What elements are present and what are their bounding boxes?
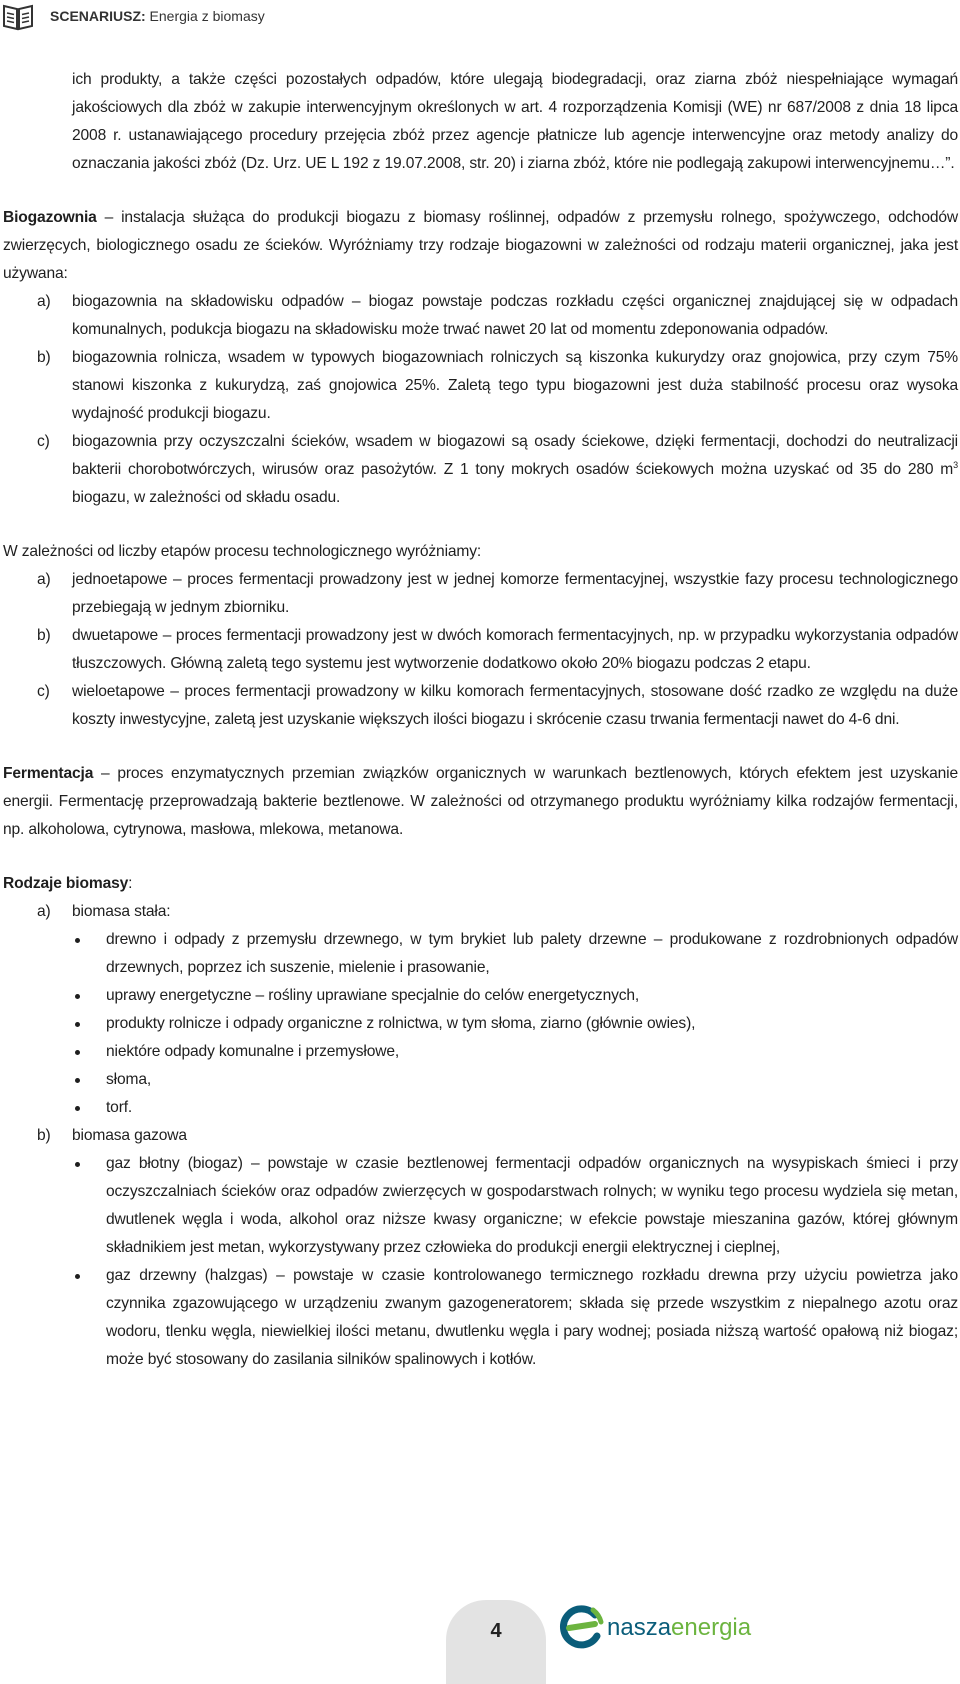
page-header bbox=[0, 0, 960, 34]
list-item-text: biogazownia rolnicza, wsadem w typowych biogazowniach rolniczych są kiszonka kukurydzy oraz gnojowica, przy czym 75% stanowi kiszonka z kukurydzą, zaś gnojowica 25%. Zaletą tego typu biogazowni jest duża stabilność procesu oraz wysoka wydajność produkcji biogazu. bbox=[72, 349, 958, 422]
rodzaje-colon: : bbox=[128, 875, 133, 892]
list-item bbox=[3, 428, 958, 512]
list-item bbox=[3, 622, 958, 678]
list-item-text: dwuetapowe – proces fermentacji prowadzony jest w dwóch komorach fermentacyjnych, np. w przypadku wykorzystania odpadów tłuszczowych. Główną zaletą tego systemu jest wytworzenie dodatkowo około 20% biogazu podczas 2 etapu. bbox=[72, 627, 958, 672]
list-item bbox=[3, 288, 958, 344]
bullet-text: drewno i odpady z przemysłu drzewnego, w tym brykiet lub palety drzewne – produkowane z rozdrobnionych odpadów drzewnych, poprzez ich suszenie, mielenie i prasowanie, bbox=[106, 931, 958, 976]
header-label-rest: Energia z biomasy bbox=[145, 8, 265, 24]
etapy-intro: W zależności od liczby etapów procesu technologicznego wyróżniamy: bbox=[3, 543, 482, 560]
bullet-text: uprawy energetyczne – rośliny uprawiane specjalnie do celów energetycznych, bbox=[106, 987, 640, 1004]
bullet-icon bbox=[75, 1274, 80, 1279]
bullet-item bbox=[3, 1066, 958, 1094]
bullet-icon bbox=[75, 938, 80, 943]
list-marker: a) bbox=[37, 293, 51, 310]
list-item bbox=[3, 898, 958, 926]
list-item-text: biogazownia na składowisku odpadów – biogaz powstaje podczas rozkładu części organicznej znajdującej się w odpadach komunalnych, podukcja biogazu na składowisku może trwać nawet 20 lat od momentu zdeponowania odpadów. bbox=[72, 293, 958, 338]
bullet-item bbox=[3, 1010, 958, 1038]
bullet-text: gaz drzewny (halzgas) – powstaje w czasie kontrolowanego termicznego rozkładu drewna przy użyciu powietrza jako czynnika zgazowującego w urządzeniu zwanym gazogeneratorem; składa się przede wszystkim z niepalnego azotu oraz wodoru, tlenku węgla, niewielkiej ilości metanu, dwutlenku węgla i pary wodnej; posiada niższą wartość opałową niż biogaz; może być stosowany do zasilania silników spalinowych i kotłów. bbox=[106, 1267, 958, 1368]
biogazownia-text: – instalacja służąca do produkcji biogazu z biomasy roślinnej, odpadów z przemysłu rolnego, spożywczego, odchodów zwierzęcych, biologicznego osadu ze ścieków. Wyróżniamy trzy rodzaje biogazowni w zależności od rodzaju materii organicznej, jaka jest używana: bbox=[3, 209, 958, 282]
intro-paragraph: ich produkty, a także części pozostałych odpadów, które ulegają biodegradacji, oraz ziarna zbóż niespełniające wymagań jakościowych dla zbóż w zakupie interwencyjnym określonych w art. 4 rozporządzenia Komisji (WE) nr 687/2008 z dnia 18 lipca 2008 r. ustanawiającego procedury przejęcia zbóż przez agencje płatnicze lub agencje interwencyjne oraz metody analizy do oznaczania jakości zbóż (Dz. Urz. UE L 192 z 19.07.2008, str. 20) i ziarna zbóż, które nie podlegają zakupowi interwencyjnemu…”. bbox=[72, 71, 958, 172]
fermentacja-term: Fermentacja bbox=[3, 765, 94, 782]
logo-e-icon bbox=[555, 1602, 605, 1652]
list-item bbox=[3, 1122, 958, 1150]
bullet-text: produkty rolnicze i odpady organiczne z rolnictwa, w tym słoma, ziarno (głównie owies), bbox=[106, 1015, 696, 1032]
bullet-text: gaz błotny (biogaz) – powstaje w czasie beztlenowej fermentacji odpadów organicznych na wysypiskach śmieci i przy oczyszczalniach ścieków oraz odpadów zwierzęcych w gospodarstwach rolnych; w wyniku tego procesu wydziela się metan, dwutlenek węgla i woda, alkohol oraz niższe kwasy organiczne; w efekcie powstaje mieszanina gazów, której głównym składnikiem jest metan, wykorzystywany przez człowieka do produkcji energii elektrycznej i cieplnej, bbox=[106, 1155, 958, 1256]
fermentacja-text: – proces enzymatycznych przemian związków organicznych w warunkach beztlenowych, których efektem jest uzyskanie energii. Fermentację przeprowadzają bakterie beztlenowe. W zależności od otrzymanego produktu wyróżniamy kilka rodzajów fermentacji, np. alkoholowa, cytrynowa, masłowa, mlekowa, metanowa. bbox=[3, 765, 958, 838]
bullet-item bbox=[3, 1262, 958, 1374]
header-label-bold: SCENARIUSZ: bbox=[50, 8, 146, 24]
bullet-item bbox=[3, 1150, 958, 1262]
superscript-3: 3 bbox=[953, 459, 958, 470]
bullet-icon bbox=[75, 994, 80, 999]
bullet-text: torf. bbox=[106, 1099, 133, 1116]
list-marker: a) bbox=[37, 571, 51, 588]
biogazownia-definition bbox=[3, 204, 958, 288]
list-item bbox=[3, 344, 958, 428]
list-marker: b) bbox=[37, 349, 51, 366]
list-item-text: biogazownia przy oczyszczalni ścieków, wsadem w biogazowi są osady ściekowe, dzięki fermentacji, dochodzi do neutralizacji bakterii chorobotwórczych, wirusów oraz pasożytów. Z 1 tony mokrych osadów ściekowych można uzyskać od 35 do 280 m bbox=[72, 433, 958, 478]
logo-part2: energia bbox=[671, 1614, 752, 1641]
list-item-text: biomasa stała: bbox=[72, 903, 171, 920]
list-item-text-end: biogazu, w zależności od składu osadu. bbox=[72, 489, 341, 506]
list-marker: c) bbox=[37, 433, 50, 450]
biogazownia-term: Biogazownia bbox=[3, 209, 97, 226]
bullet-icon bbox=[75, 1162, 80, 1167]
rodzaje-heading bbox=[3, 870, 958, 898]
logo-wordmark bbox=[607, 1614, 751, 1642]
bullet-icon bbox=[75, 1078, 80, 1083]
bullet-text: niektóre odpady komunalne i przemysłowe, bbox=[106, 1043, 400, 1060]
bullet-item bbox=[3, 1094, 958, 1122]
list-marker: b) bbox=[37, 1127, 51, 1144]
logo-part1: nasza bbox=[607, 1614, 672, 1641]
bullet-text: słoma, bbox=[106, 1071, 152, 1088]
bullet-icon bbox=[75, 1050, 80, 1055]
fermentacja-definition bbox=[3, 760, 958, 844]
rodzaje-term: Rodzaje biomasy bbox=[3, 875, 129, 892]
bullet-item bbox=[3, 926, 958, 982]
list-marker: c) bbox=[37, 683, 50, 700]
bullet-item bbox=[3, 982, 958, 1010]
header-title bbox=[50, 8, 265, 24]
list-item-text: biomasa gazowa bbox=[72, 1127, 187, 1144]
bullet-icon bbox=[75, 1022, 80, 1027]
book-icon bbox=[2, 2, 34, 32]
list-item bbox=[3, 566, 958, 622]
bullet-item bbox=[3, 1038, 958, 1066]
page-content bbox=[3, 66, 958, 1374]
list-marker: a) bbox=[37, 903, 51, 920]
list-item-text: wieloetapowe – proces fermentacji prowadzony w kilku komorach fermentacyjnych, stosowane dość rzadko ze względu na duże koszty inwestycyjne, zaletą jest uzyskanie większych ilości biogazu i skrócenie czasu trwania fermentacji nawet do 4-6 dni. bbox=[72, 683, 958, 728]
list-item bbox=[3, 678, 958, 734]
page-number: 4 bbox=[490, 1620, 502, 1642]
naszaenergia-logo bbox=[555, 1602, 752, 1654]
bullet-icon bbox=[75, 1106, 80, 1111]
list-item-text: jednoetapowe – proces fermentacji prowadzony jest w jednej komorze fermentacyjnej, wszystkie fazy procesu technologicznego przebiegają w jednym zbiorniku. bbox=[72, 571, 958, 616]
list-marker: b) bbox=[37, 627, 51, 644]
